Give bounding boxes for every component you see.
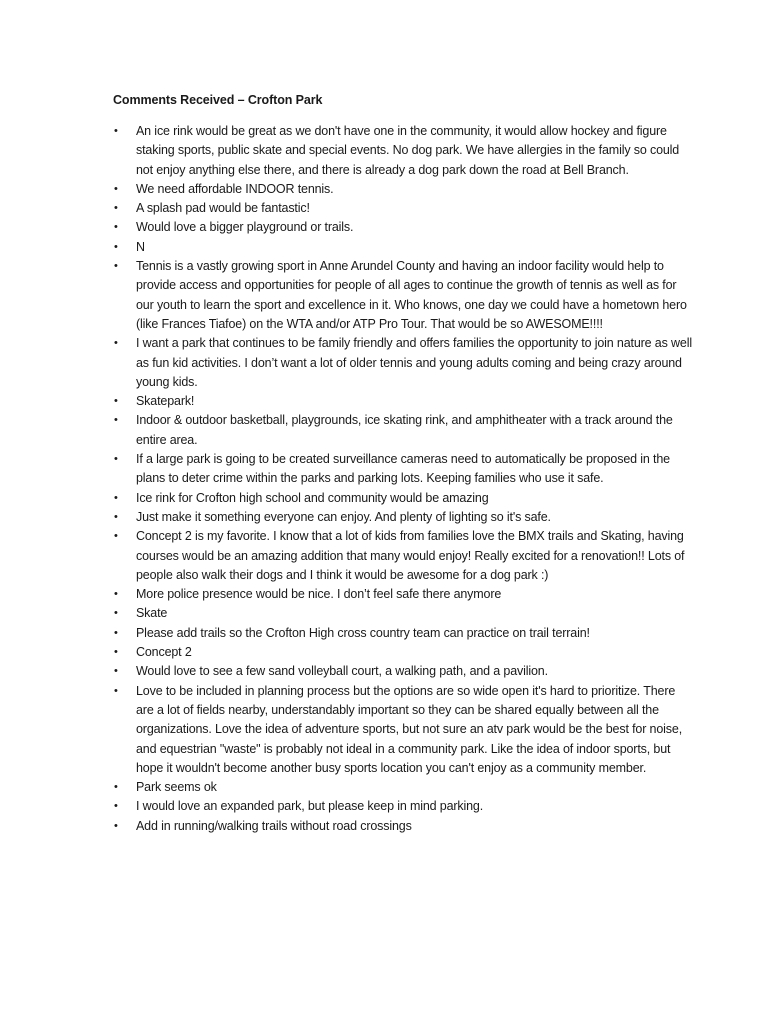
bullet-icon: • xyxy=(114,684,118,697)
comment-item xyxy=(112,392,692,411)
bullet-icon: • xyxy=(114,202,118,215)
bullet-icon: • xyxy=(114,491,118,504)
comment-item xyxy=(112,218,692,237)
bullet-icon: • xyxy=(114,665,118,678)
comment-text: Would love a bigger playground or trails. xyxy=(136,220,354,235)
bullet-icon: • xyxy=(114,781,118,794)
comment-item xyxy=(112,643,692,662)
comment-item xyxy=(112,662,692,681)
comment-text: Would love to see a few sand volleyball court, a walking path, and a pavilion. xyxy=(136,664,548,679)
comment-text: More police presence would be nice. I don’t feel safe there anymore xyxy=(136,587,502,602)
comment-text: If a large park is going to be created surveillance cameras need to automatically be proposed in the plans to deter crime within the parks and parking lots. Keeping families who use it safe. xyxy=(136,452,670,486)
comment-item xyxy=(112,122,692,180)
bullet-icon: • xyxy=(114,221,118,234)
comment-item xyxy=(112,797,692,816)
comment-text: I would love an expanded park, but please keep in mind parking. xyxy=(136,799,484,814)
bullet-icon: • xyxy=(114,414,118,427)
bullet-icon: • xyxy=(114,240,118,253)
comment-text: Love to be included in planning process but the options are so wide open it's hard to prioritize. There are a lot of fields nearby, understandably important so they can be shared equally between all the organizations. Love the idea of adventure sports, but not sure an atv park would be the best for noise, and equestrian "waste" is probably not ideal in a community park. Like the idea of indoor sports, but hope it wouldn't become another busy sports location you can't enjoy as a community member. xyxy=(136,683,683,775)
comment-text: Indoor & outdoor basketball, playgrounds, ice skating rink, and amphitheater with a track around the entire area. xyxy=(136,413,673,447)
bullet-icon: • xyxy=(114,646,118,659)
comment-item xyxy=(112,238,692,257)
comment-text: Park seems ok xyxy=(136,780,217,795)
bullet-icon: • xyxy=(114,395,118,408)
comments-list xyxy=(112,122,692,836)
comment-item xyxy=(112,817,692,836)
bullet-icon: • xyxy=(114,337,118,350)
comment-text: Concept 2 is my favorite. I know that a lot of kids from families love the BMX trails and Skating, having courses would be an amazing addition that many would enjoy! Really excited for a renovation!! Lots of people also walk their dogs and I think it would be awesome for a dog park :) xyxy=(136,529,685,582)
comment-text: Concept 2 xyxy=(136,645,192,660)
comment-text: N xyxy=(136,239,145,254)
comment-text: A splash pad would be fantastic! xyxy=(136,201,310,216)
comment-item xyxy=(112,180,692,199)
bullet-icon: • xyxy=(114,182,118,195)
comment-item xyxy=(112,411,692,450)
comment-text: Skatepark! xyxy=(136,394,195,409)
comment-item xyxy=(112,778,692,797)
bullet-icon: • xyxy=(114,819,118,832)
bullet-icon: • xyxy=(114,125,118,137)
bullet-icon: • xyxy=(114,260,118,273)
comment-item xyxy=(112,334,692,392)
comment-item xyxy=(112,489,692,508)
comment-item xyxy=(112,624,692,643)
bullet-icon: • xyxy=(114,588,118,601)
comment-item xyxy=(112,508,692,527)
comment-text: Add in running/walking trails without road crossings xyxy=(136,818,412,833)
comment-item xyxy=(112,604,692,623)
bullet-icon: • xyxy=(114,607,118,620)
comment-text: I want a park that continues to be family friendly and offers families the opportunity to join nature as well as fun kid activities. I don’t want a lot of older tennis and young adults coming and being crazy around young kids. xyxy=(136,336,692,389)
comment-text: We need affordable INDOOR tennis. xyxy=(136,181,334,196)
comment-item xyxy=(112,682,692,778)
bullet-icon: • xyxy=(114,626,118,639)
document-title: Comments Received – Crofton Park xyxy=(113,93,323,107)
bullet-icon: • xyxy=(114,800,118,813)
comment-text: Ice rink for Crofton high school and community would be amazing xyxy=(136,490,489,505)
comment-item xyxy=(112,585,692,604)
comment-item xyxy=(112,527,692,585)
comment-text: Please add trails so the Crofton High cross country team can practice on trail terrain! xyxy=(136,625,590,640)
comment-text: Just make it something everyone can enjoy. And plenty of lighting so it's safe. xyxy=(136,509,551,524)
comment-item xyxy=(112,199,692,218)
comment-text: Skate xyxy=(136,606,168,621)
bullet-icon: • xyxy=(114,530,118,543)
bullet-icon: • xyxy=(114,510,118,523)
comment-item xyxy=(112,450,692,489)
comment-item xyxy=(112,257,692,334)
bullet-icon: • xyxy=(114,453,118,466)
comment-text: An ice rink would be great as we don't have one in the community, it would allow hockey and figure staking sports, public skate and special events. No dog park. We have allergies in the family so could not enjoy anything else there, and there is already a dog park down the road at Bell Branch. xyxy=(136,124,680,177)
comment-text: Tennis is a vastly growing sport in Anne Arundel County and having an indoor facility would help to provide access and opportunities for people of all ages to continue the growth of tennis as well as for our youth to learn the sport and excellence in it. Who knows, one day we could have a hometown hero (like Frances Tiafoe) on the WTA and/or ATP Pro Tour. That would be so AWESOME!!!! xyxy=(136,259,687,331)
